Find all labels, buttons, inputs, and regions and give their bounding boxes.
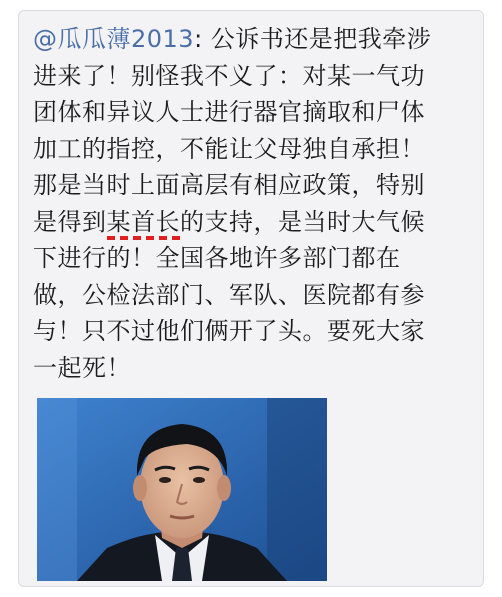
- portrait-image: [37, 398, 327, 581]
- post-line-5: 那是当时上面高层有相应政策，特别: [33, 171, 425, 199]
- post-line-2: 进来了！别怪我不义了：对某一气功: [33, 61, 425, 90]
- author-mention[interactable]: @瓜瓜薄2013: [33, 25, 195, 53]
- post-line-4: 加工的指控，不能让父母独自承担！: [33, 134, 425, 163]
- highlighted-phrase: 某首长: [107, 208, 181, 240]
- post-text: [33, 21, 477, 386]
- post-line-3: 团体和异议人士进行器官摘取和尸体: [33, 98, 425, 126]
- post-photo[interactable]: [37, 398, 327, 581]
- post-line-7: 下进行的！全国各地许多部门都在: [33, 244, 401, 272]
- post-line-9: 与！只不过他们俩开了头。要死大家: [33, 317, 425, 345]
- post-line-1: @瓜瓜薄2013: 公诉书还是把我牵涉: [33, 25, 432, 53]
- weibo-post-card: [18, 10, 484, 587]
- post-line-8: 做，公检法部门、军队、医院都有参: [33, 280, 425, 309]
- post-line-10: 一起死！: [33, 353, 131, 382]
- post-line-6: 是得到某首长的支持，是当时大气候: [33, 204, 477, 241]
